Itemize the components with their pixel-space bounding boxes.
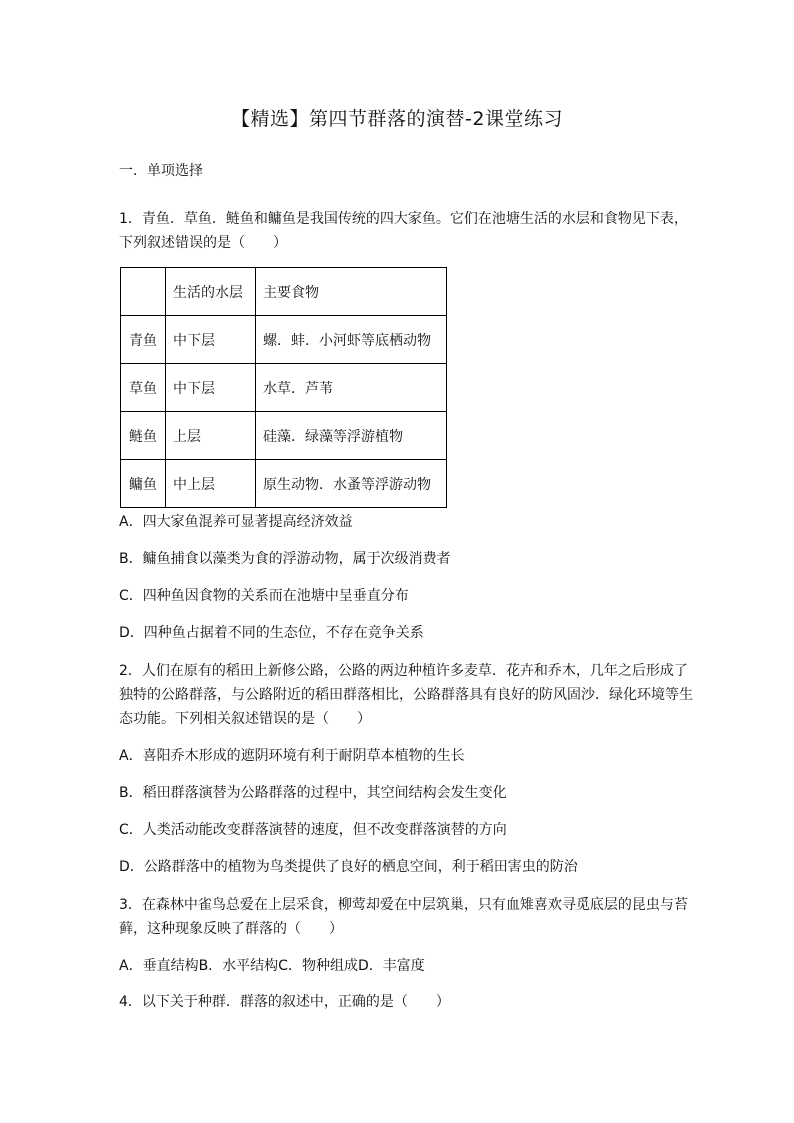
- table-cell: 硅藻．绿藻等浮游植物: [256, 412, 447, 460]
- table-cell: 鲢鱼: [121, 412, 166, 460]
- table-cell: 原生动物．水蚤等浮游动物: [256, 460, 447, 508]
- question-2-option-b: B．稻田群落演替为公路群落的过程中，其空间结构会发生变化: [119, 785, 507, 801]
- fish-table: [120, 267, 447, 508]
- table-cell: 中下层: [166, 316, 256, 364]
- table-cell: 中下层: [166, 364, 256, 412]
- table-row: [121, 412, 447, 460]
- table-cell: 上层: [166, 412, 256, 460]
- table-cell: 水草．芦苇: [256, 364, 447, 412]
- table-header-cell: 主要食物: [256, 268, 447, 316]
- question-3-stem: 3．在森林中雀鸟总爱在上层采食，柳莺却爱在中层筑巢，只有血雉喜欢寻觅底层的昆虫与苔藓，这种现象反映了群落的（ ）: [119, 897, 688, 937]
- question-1-option-d: D．四种鱼占据着不同的生态位，不存在竞争关系: [119, 625, 424, 641]
- question-3-options: A．垂直结构B．水平结构C．物种组成D．丰富度: [119, 958, 425, 974]
- table-cell: 中上层: [166, 460, 256, 508]
- question-4-stem: 4．以下关于种群．群落的叙述中，正确的是（ ）: [119, 994, 450, 1010]
- table-row: [121, 316, 447, 364]
- table-cell: 青鱼: [121, 316, 166, 364]
- question-1-option-a: A．四大家鱼混养可显著提高经济效益: [119, 514, 353, 530]
- table-cell: 鳙鱼: [121, 460, 166, 508]
- table-cell: 草鱼: [121, 364, 166, 412]
- table-cell: 螺．蚌．小河虾等底栖动物: [256, 316, 447, 364]
- page-title: 【精选】第四节群落的演替-2课堂练习: [231, 108, 563, 130]
- section-heading: 一．单项选择: [119, 163, 203, 179]
- table-row: [121, 364, 447, 412]
- question-1-option-b: B．鳙鱼捕食以藻类为食的浮游动物，属于次级消费者: [119, 551, 451, 567]
- question-2-stem: 2．人们在原有的稻田上新修公路，公路的两边种植许多麦草．花卉和乔木，几年之后形成了独特的公路群落，与公路附近的稻田群落相比，公路群落具有良好的防风固沙．绿化环境等生态功能。下列相关叙述错误的是（ ）: [119, 663, 693, 727]
- question-1-stem: 1．青鱼．草鱼．鲢鱼和鳙鱼是我国传统的四大家鱼。它们在池塘生活的水层和食物见下表，下列叙述错误的是（ ）: [119, 211, 688, 251]
- question-2-option-d: D．公路群落中的植物为鸟类提供了良好的栖息空间，利于稻田害虫的防治: [119, 859, 578, 875]
- question-2-option-a: A．喜阳乔木形成的遮阴环境有利于耐阴草本植物的生长: [119, 748, 465, 764]
- table-header-cell: [121, 268, 166, 316]
- table-header-row: [121, 268, 447, 316]
- table-header-cell: 生活的水层: [166, 268, 256, 316]
- question-2-option-c: C．人类活动能改变群落演替的速度，但不改变群落演替的方向: [119, 822, 507, 838]
- table-row: [121, 460, 447, 508]
- question-1-option-c: C．四种鱼因食物的关系而在池塘中呈垂直分布: [119, 588, 409, 604]
